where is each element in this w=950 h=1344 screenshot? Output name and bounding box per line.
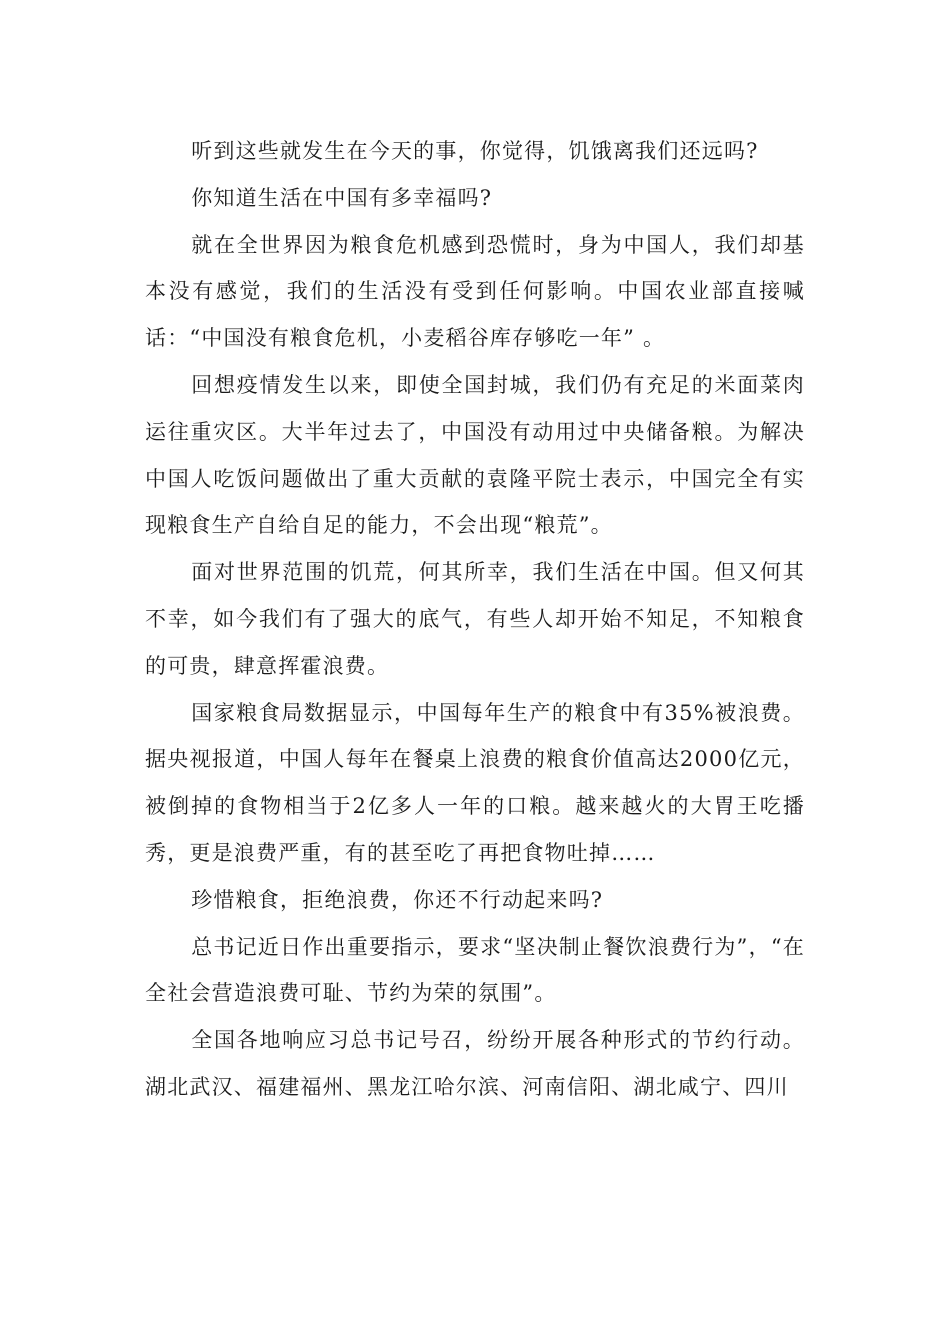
- paragraph-food-crisis: 就在全世界因为粮食危机感到恐慌时，身为中国人，我们却基本没有感觉，我们的生活没有受到任何影响。中国农业部直接喊话：“中国没有粮食危机，小麦稻谷库存够吃一年” 。: [145, 232, 805, 351]
- paragraph-hunger-question: 听到这些就发生在今天的事，你觉得，饥饿离我们还远吗?: [191, 139, 759, 163]
- paragraph-fortune: 面对世界范围的饥荒，何其所幸，我们生活在中国。但又何其不幸，如今我们有了强大的底气，有些人却开始不知足，不知粮食的可贵，肆意挥霍浪费。: [145, 560, 805, 678]
- paragraph-happiness-question: 你知道生活在中国有多幸福吗?: [191, 185, 493, 210]
- paragraph-nationwide-response: 全国各地响应习总书记号召，纷纷开展各种形式的节约行动。湖北武汉、福建福州、黑龙江哈尔滨、河南信阳、湖北咸宁、四川: [145, 1028, 805, 1099]
- paragraph-waste-statistics: 国家粮食局数据显示，中国每年生产的粮食中有35%被浪费。据央视报道，中国人每年在餐桌上浪费的粮食价值高达2000亿元，被倒掉的食物相当于2亿多人一年的口粮。越来越火的大胃王吃播秀，更是浪费严重，有的甚至吃了再把食物吐掉……: [145, 700, 805, 865]
- paragraph-instruction: 总书记近日作出重要指示，要求“坚决制止餐饮浪费行为”，“在全社会营造浪费可耻、节约为荣的氛围”。: [145, 934, 805, 1006]
- document-body: [145, 128, 805, 1111]
- paragraph-call-to-action: 珍惜粮食，拒绝浪费，你还不行动起来吗?: [191, 887, 604, 912]
- paragraph-pandemic-supply: 回想疫情发生以来，即使全国封城，我们仍有充足的米面菜肉运往重灾区。大半年过去了，中国没有动用过中央储备粮。为解决中国人吃饭问题做出了重大贡献的袁隆平院士表示，中国完全有实现粮食生产自给自足的能力，不会出现“粮荒”。: [145, 372, 805, 538]
